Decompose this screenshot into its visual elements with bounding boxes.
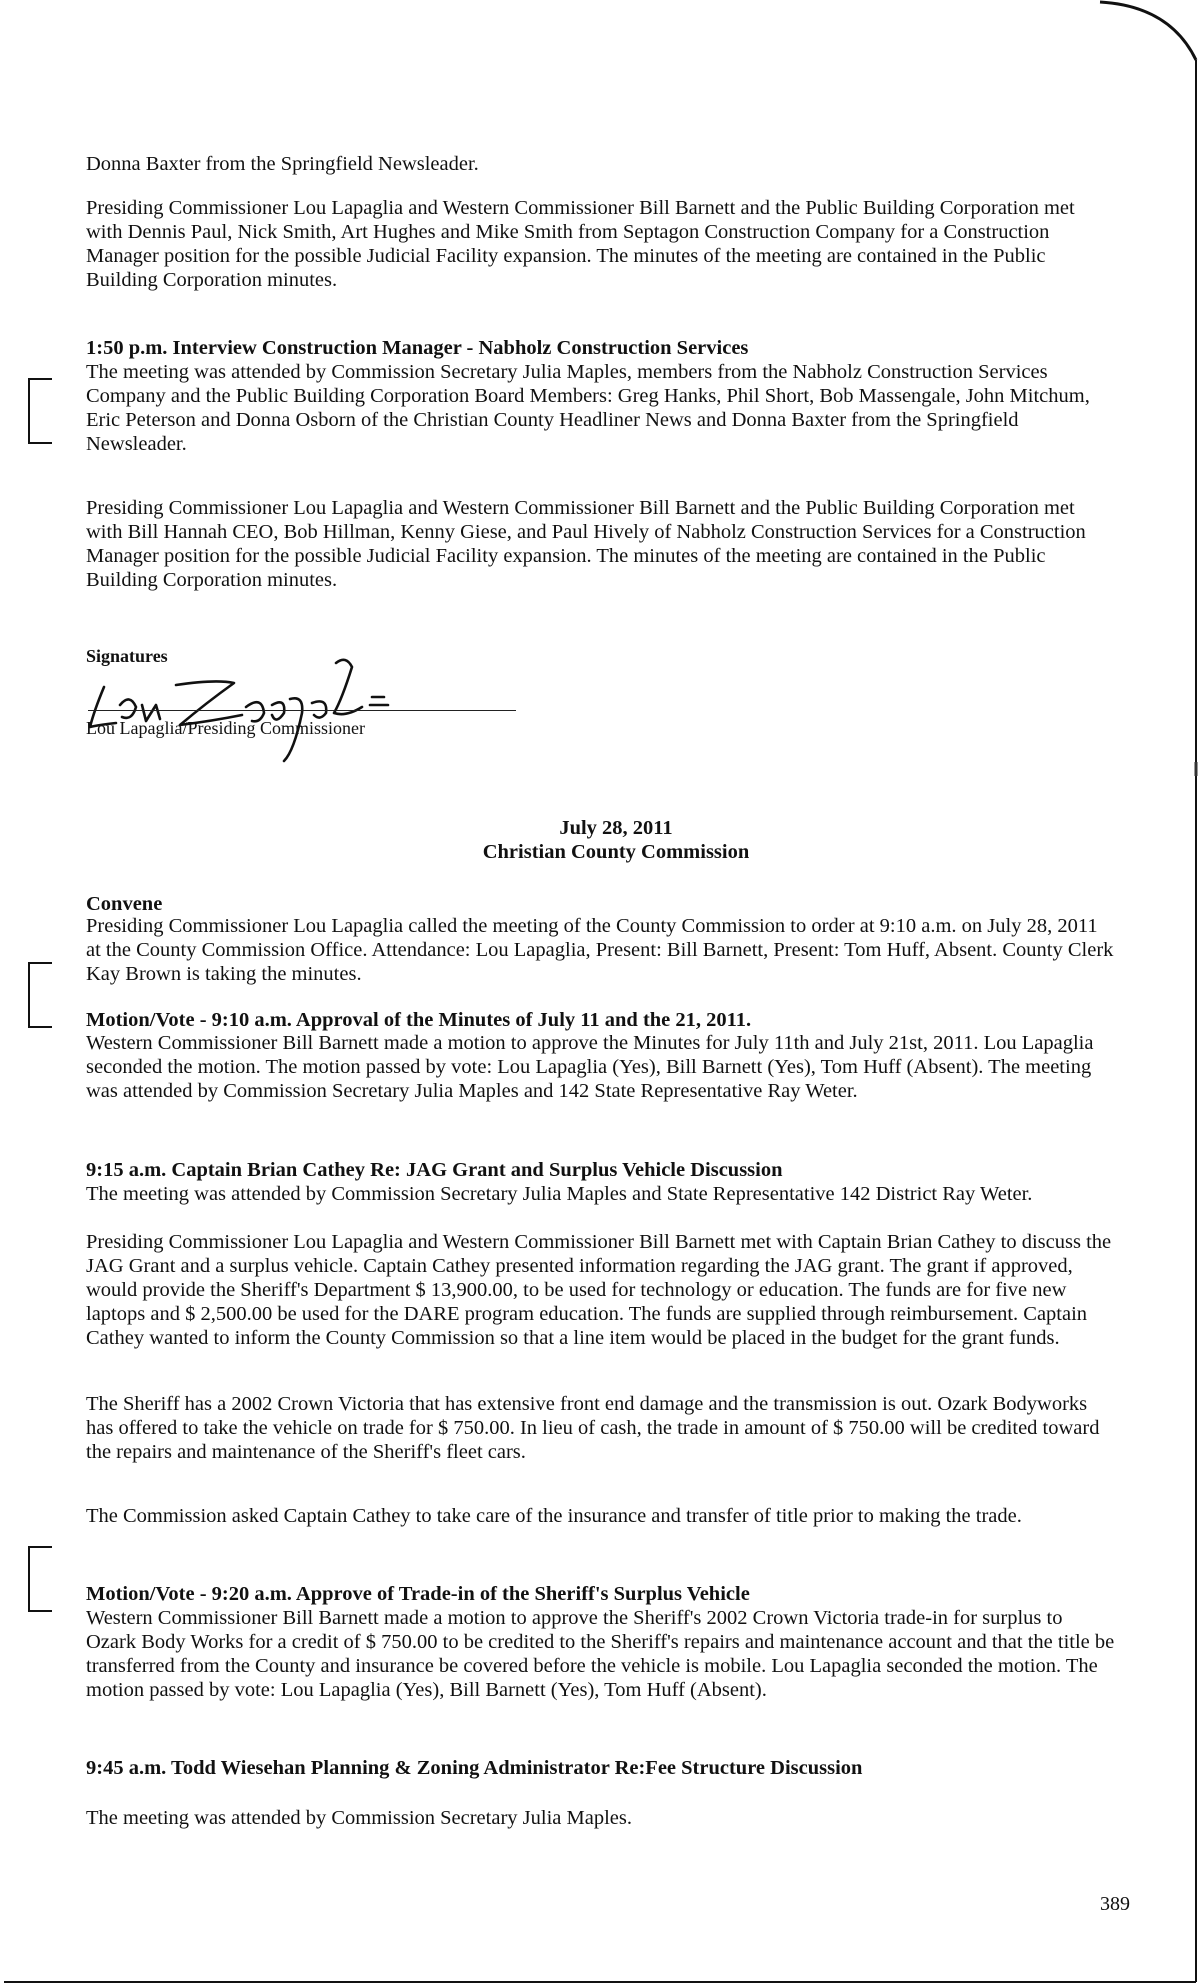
page-number: 389 xyxy=(1100,1893,1130,1915)
para-donna-baxter-1: Donna Baxter from the Springfield Newsleader. xyxy=(86,153,479,175)
top-right-curl xyxy=(1100,2,1196,60)
para-motion-minutes: Western Commissioner Bill Barnett made a motion to approve the Minutes for July 11th and July 21st, 2011. Lou Lapaglia seconded the motion. The motion passed by vote: Lou Lapaglia (Yes), Bill Barnett (Yes), Tom Huff (Absent). The meeting was attended by Commission Secretary Julia Maples and 142 State Representative Ray Weter. xyxy=(86,1032,1094,1102)
para-fee-structure: The meeting was attended by Commission Secretary Julia Maples. xyxy=(86,1807,632,1829)
margin-bracket xyxy=(28,962,52,1028)
heading-signatures: Signatures xyxy=(86,646,168,666)
commission-title: Christian County Commission xyxy=(482,841,750,863)
para-septagon-meeting: Presiding Commissioner Lou Lapaglia and Western Commissioner Bill Barnett and the Public Building Corporation met with Dennis Paul, Nick Smith, Art Hughes and Mike Smith from Septagon Construction Company for a Construction Manager position for the possible Judicial Facility expansion. The minutes of the meeting are contained in the Public Building Corporation minutes. xyxy=(86,197,1075,291)
signer-name: Lou Lapaglia/Presiding Commissioner xyxy=(86,718,365,738)
heading-nabholz-interview: 1:50 p.m. Interview Construction Manager - Nabholz Construction Services xyxy=(86,337,749,359)
para-nabholz-meeting: Presiding Commissioner Lou Lapaglia and Western Commissioner Bill Barnett and the Public Building Corporation met with Bill Hannah CEO, Bob Hillman, Kenny Giese, and Paul Hively of Nabholz Construction Services for a Construction Manager position for the possible Judicial Facility expansion. The minutes of the meeting are contained in the Public Building Corporation minutes. xyxy=(86,497,1086,591)
para-motion-trade-in: Western Commissioner Bill Barnett made a motion to approve the Sheriff's 2002 Crown Victoria trade-in for surplus to Ozark Body Works for a credit of $ 750.00 to be credited to the Sheriff's repairs and maintenance account and that the title be transferred from the County and insurance be covered before the vehicle is mobile. Lou Lapaglia seconded the motion. The motion passed by vote: Lou Lapaglia (Yes), Bill Barnett (Yes), Tom Huff (Absent). xyxy=(86,1607,1115,1701)
para-jag-attendance: The meeting was attended by Commission Secretary Julia Maples and State Representative 142 District Ray Weter. xyxy=(86,1183,1033,1205)
signature-line xyxy=(88,710,516,711)
heading-motion-trade-in: Motion/Vote - 9:20 a.m. Approve of Trade-in of the Sheriff's Surplus Vehicle xyxy=(86,1583,750,1605)
heading-convene: Convene xyxy=(86,893,163,915)
heading-fee-structure: 9:45 a.m. Todd Wiesehan Planning & Zoning Administrator Re:Fee Structure Discussion xyxy=(86,1757,863,1779)
margin-bracket xyxy=(28,1546,52,1612)
date-title: July 28, 2011 xyxy=(559,817,673,839)
para-nabholz-attendance: The meeting was attended by Commission Secretary Julia Maples, members from the Nabholz Construction Services Company and the Public Building Corporation Board Members: Greg Hanks, Phil Short, Bob Massengale, John Mitchum, Eric Peterson and Donna Osborn of the Christian County Headliner News and Donna Baxter from the Springfield Newsleader. xyxy=(86,361,1090,455)
para-crown-victoria: The Sheriff has a 2002 Crown Victoria that has extensive front end damage and the transmission is out. Ozark Bodyworks has offered to take the vehicle on trade for $ 750.00. In lieu of cash, the trade in amount of $ 750.00 will be credited toward the repairs and maintenance of the Sheriff's fleet cars. xyxy=(86,1393,1100,1463)
heading-jag-grant: 9:15 a.m. Captain Brian Cathey Re: JAG Grant and Surplus Vehicle Discussion xyxy=(86,1159,783,1181)
heading-motion-minutes: Motion/Vote - 9:10 a.m. Approval of the Minutes of July 11 and the 21, 2011. xyxy=(86,1009,752,1031)
margin-bracket xyxy=(28,378,52,444)
para-jag-discussion: Presiding Commissioner Lou Lapaglia and Western Commissioner Bill Barnett met with Captain Brian Cathey to discuss the JAG Grant and a surplus vehicle. Captain Cathey presented information regarding the JAG grant. The grant if approved, would provide the Sheriff's Department $ 13,900.00, to be used for technology or education. The funds are for five new laptops and $ 2,500.00 be used for the DARE program education. The funds are supplied through reimbursement. Captain Cathey wanted to inform the County Commission so that a line item would be placed in the budget for the grant funds. xyxy=(86,1231,1112,1349)
para-insurance-title: The Commission asked Captain Cathey to take care of the insurance and transfer of title prior to making the trade. xyxy=(86,1505,1022,1527)
para-convene: Presiding Commissioner Lou Lapaglia called the meeting of the County Commission to order at 9:10 a.m. on July 28, 2011 at the County Commission Office. Attendance: Lou Lapaglia, Present: Bill Barnett, Present: Tom Huff, Absent. County Clerk Kay Brown is taking the minutes. xyxy=(86,915,1114,985)
